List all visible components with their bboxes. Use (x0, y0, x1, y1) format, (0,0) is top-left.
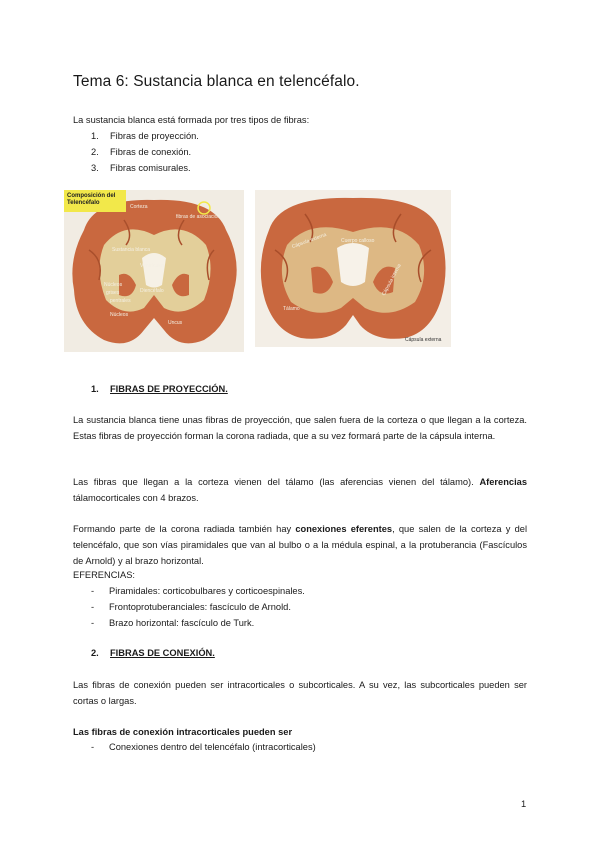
brain-section-figure-left (64, 190, 244, 352)
figure-label: Núcleos (110, 312, 129, 318)
list-item: 1. Fibras de proyección. (91, 131, 199, 141)
figure-label: Diencéfalo (140, 288, 164, 294)
eferencias-list (91, 583, 305, 631)
intro-text: La sustancia blanca está formada por tres tipos de fibras: (73, 115, 310, 125)
section-1-paragraph-3: Formando parte de la corona radiada también hay conexiones eferentes, que salen de la corteza y del telencéfalo, que son vías piramidales que van al bulbo o a la médula espinal, a la protuberancia (Fascículos de Arnold) y al brazo horizontal. (73, 524, 528, 566)
section-2-paragraph-1: Las fibras de conexión pueden ser intracorticales o subcorticales. A su vez, las subcorticales pueden ser cortas o largas. (73, 680, 527, 706)
figure-label: pentrales (110, 298, 131, 304)
figure-label: Cuerpo calloso (341, 238, 375, 244)
list-item: - Brazo horizontal: fascículo de Turk. (91, 618, 255, 628)
figure-label: Sustancia blanca (112, 247, 151, 253)
list-item: - Piramidales: corticobulbares y corticoespinales. (91, 586, 305, 596)
figure-label: fibras de asociación (176, 214, 221, 220)
section-2-list (91, 739, 316, 755)
fiber-types-list (91, 128, 199, 176)
brain-section-figure-right (255, 190, 451, 347)
figure-label: Uncus (168, 320, 183, 326)
list-item: - Conexiones dentro del telencéfalo (intracorticales) (91, 742, 316, 752)
figure-label: Cápsula externa (405, 337, 442, 343)
page-number: 1 (521, 799, 527, 809)
brain-section-image-right (255, 190, 451, 347)
section-1-heading: 1. FIBRAS DE PROYECCIÓN. (91, 384, 228, 394)
section-1-paragraph-1: La sustancia blanca tiene unas fibras de proyección, que salen fuera de la corteza o que llegan a la corteza. Estas fibras de proyección forman la corona radiada, que a su vez formará parte de la cápsula interna. (73, 415, 527, 441)
figure-label: Tálamo (283, 306, 300, 312)
eferencias-label: EFERENCIAS: (73, 570, 135, 580)
list-item: 3. Fibras comisurales. (91, 163, 191, 173)
figure-label: Cápsula externa (291, 231, 328, 251)
figure-label: grises (106, 290, 120, 296)
list-item: 2. Fibras de conexión. (91, 147, 192, 157)
figure-label: Corteza (130, 204, 148, 210)
list-item: - Frontoprotuberanciales: fascículo de Arnold. (91, 602, 291, 612)
figure-label: Núcleos (104, 282, 123, 288)
section-2-subheading: Las fibras de conexión intracorticales pueden ser (73, 727, 293, 737)
figure-label: Ventrículos (140, 263, 165, 269)
section-1-paragraph-2: Las fibras que llegan a la corteza vienen del tálamo (las aferencias vienen del tálamo). Aferencias tálamocorticales con 4 brazos. (73, 477, 527, 503)
page-title: Tema 6: Sustancia blanca en telencéfalo. (73, 73, 360, 90)
figure-label: Cápsula interna (381, 263, 403, 297)
section-2-heading: 2. FIBRAS DE CONEXIÓN. (91, 648, 215, 658)
figure-caption: Composición del Telencéfalo (67, 193, 116, 206)
